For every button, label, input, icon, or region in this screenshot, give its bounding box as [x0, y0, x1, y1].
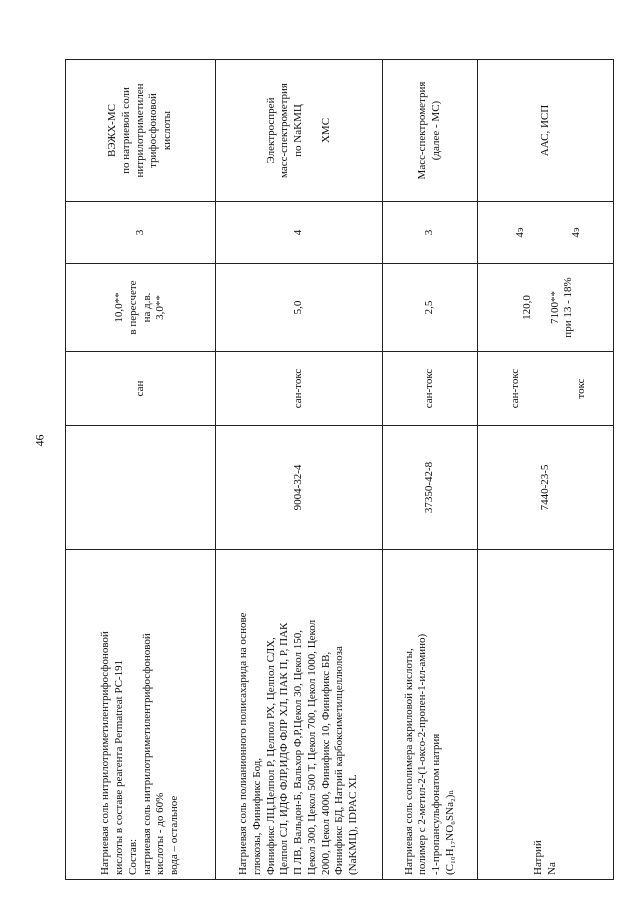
text-line: Na: [545, 862, 558, 875]
substance-name-cell: [216, 550, 383, 880]
cas-number-cell: 9004-32-4: [216, 426, 383, 550]
text-line: Натриевая соль нитрилотриметилентрифосфоновой: [99, 631, 112, 875]
table-row: [216, 60, 383, 880]
text-line: глюкозы, Финификс Бод,: [250, 757, 263, 875]
text-line: кислоты - до 60%: [154, 792, 167, 875]
criterion-bottom: токс: [574, 378, 587, 399]
text-line: Целпол СЛ, ИДФ ФЛР,ИДФ ФЛР ХЛ, ПАК П, Р, ПАК: [278, 622, 291, 875]
text-line: Электроспрей: [264, 97, 277, 164]
hazard-class-cell: 3: [383, 202, 478, 264]
text-line: Масс-спектрометрия: [416, 81, 429, 180]
cas-number-cell: [66, 426, 216, 550]
text-line: 7100**: [548, 291, 561, 324]
hazard-class-cell: 4: [216, 202, 383, 264]
substance-name-cell: [383, 550, 478, 880]
text-line: -1-пропансульфонатом натрия: [430, 733, 442, 875]
text-line: Состав:: [126, 838, 139, 875]
value-cell: [478, 264, 614, 352]
value-cell: [383, 264, 478, 352]
text-line: Цекол 300, Цекол 500 Т, Цекол 700, Цекол 1000, Цекол: [305, 619, 318, 875]
text-line: по натриевой соли: [119, 87, 132, 174]
substances-table: [65, 59, 614, 880]
text-line: 2,5: [423, 300, 436, 315]
text-line: нитрилотриметилен: [133, 83, 146, 178]
hazard-bottom: 4э: [569, 227, 582, 238]
criterion-cell: [478, 352, 614, 426]
text-line: Натриевая соль полианионного полисахарида на основе: [237, 612, 250, 875]
text-line: кислоты: [161, 110, 174, 151]
spacer: [306, 64, 320, 197]
text-line: полимер с 2-метил-2-(1-оксо-2-пропен-1-ил-амино): [416, 633, 429, 875]
method-cell: [383, 60, 478, 202]
criterion-cell: сан-токс: [216, 352, 383, 426]
text-line: на д.в.: [140, 292, 153, 323]
text-line: масс-спектрометрия: [278, 83, 291, 179]
method-cell: [478, 60, 614, 202]
text-line: ААС, ИСП: [538, 104, 551, 157]
hazard-top: 4э: [513, 227, 526, 238]
method-cell: [216, 60, 383, 202]
method-cell: [66, 60, 216, 202]
text-line: (C₁₀H₁₇NO₆SNa₂)ₙ: [443, 789, 456, 875]
text-line: 5,0: [292, 300, 305, 315]
hazard-class-cell: [478, 202, 614, 264]
page-number: 46: [32, 434, 47, 447]
rotated-table-wrapper: [65, 60, 613, 880]
text-line: вода – остальное: [168, 795, 180, 875]
text-line: 3,0**: [154, 295, 167, 320]
criterion-top: сан-токс: [508, 368, 521, 409]
table-row: [66, 60, 216, 880]
text-line: Финификс ЛЦ,Целпол Р, Целпол РХ, Целпол СЛХ,: [264, 637, 277, 875]
text-line: в пересчете: [126, 280, 139, 335]
cas-number-cell: 37350-42-8: [383, 426, 478, 550]
table-row: [383, 60, 478, 880]
text-line: Натриевая соль сополимера акриловой кислоты,: [402, 648, 415, 875]
substance-name-cell: [478, 550, 614, 880]
text-line: по NaKМЦ: [292, 104, 304, 157]
value-cell: [216, 264, 383, 352]
hazard-class-cell: 3: [66, 202, 216, 264]
text-line: трифосфоновой: [147, 93, 160, 168]
table-row: [478, 60, 614, 880]
text-line: Натрий: [531, 840, 544, 875]
text-line: кислоты в составе реагента Permatreat PC-191: [113, 659, 125, 875]
text-line: 2000, Цекол 4000, Финификс 10, Финификс БВ,: [319, 651, 332, 875]
text-line: (далее - МС): [430, 100, 442, 161]
text-line: 10,0**: [113, 292, 125, 323]
criterion-cell: сан-токс: [383, 352, 478, 426]
text-line: П ЛВ, Вальдон-Б, Вальхор Ф,Р,Цекол 30, Цекол 150,: [292, 629, 305, 875]
text-line: (NaKМЦ), IDPAC XL: [347, 774, 360, 875]
value-top: 120,0: [520, 295, 533, 320]
text-line: при 13 - 18%: [562, 277, 575, 338]
text-line: Финификс БД, Натрий карбоксиметилцеллюлоза: [333, 646, 346, 875]
criterion-cell: сан: [66, 352, 216, 426]
text-line: ХМС: [319, 117, 332, 144]
cas-number-cell: 7440-23-5: [478, 426, 614, 550]
text-line: натриевая соль нитрилотриметилентрифосфоновой: [140, 633, 153, 875]
substance-name-cell: [66, 550, 216, 880]
value-cell: [66, 264, 216, 352]
text-line: ВЭЖХ-МС: [106, 104, 119, 157]
